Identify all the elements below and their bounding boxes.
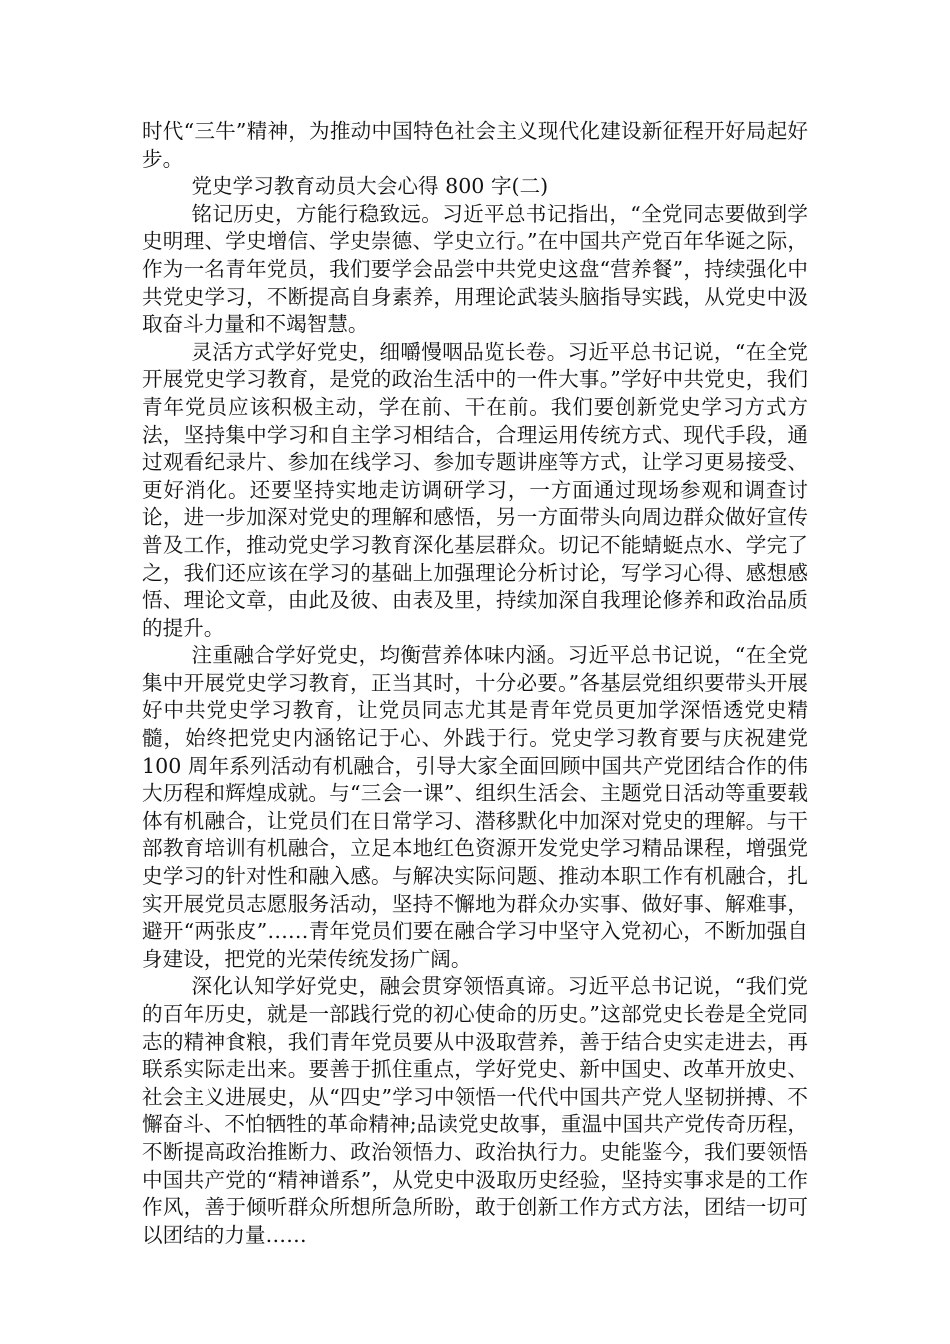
paragraph-4: 深化认知学好党史，融会贯穿领悟真谛。习近平总书记说，“我们党的百年历史，就是一部践行党的初心使命的历史。”这部党史长卷是全党同志的精神食粮，我们青年党员要从中汲取营养，善于结合史实走进去，再联系实际走出来。要善于抓住重点，学好党史、新中国史、改革开放史、社会主义进展史，从“四史”学习中领悟一代代中国共产党人坚韧拼搏、不懈奋斗、不怕牺牲的革命精神;品读党史故事，重温中国共产党传奇历程，不断提高政治推断力、政治领悟力、政治执行力。史能鉴今，我们要领悟中国共产党的“精神谱系”，从党史中汲取历史经验，坚持实事求是的工作作风，善于倾听群众所想所急所盼，敢于创新工作方式方法，团结一切可以团结的力量…… (142, 974, 808, 1247)
continuation-paragraph: 时代“三牛”精神，为推动中国特色社会主义现代化建设新征程开好局起好步。 (142, 119, 808, 171)
paragraph-3: 注重融合学好党史，均衡营养体味内涵。习近平总书记说，“在全党集中开展党史学习教育，正当其时，十分必要。”各基层党组织要带头开展好中共党史学习教育，让党员同志尤其是青年党员更加学深悟透党史精髓，始终把党史内涵铭记于心、外践于行。党史学习教育要与庆祝建党 100 周年系列活动有机融合，引导大家全面回顾中国共产党团结合作的伟大历程和辉煌成就。与“三会一课”、组织生活会、主题党日活动等重要载体有机融合，让党员们在日常学习、潜移默化中加深对党史的理解。与干部教育培训有机融合，立足本地红色资源开发党史学习精品课程，增强党史学习的针对性和融入感。与解决实际问题、推动本职工作有机融合，扎实开展党员志愿服务活动，坚持不懈地为群众办实事、做好事、解难事，避开“两张皮”……青年党员们要在融合学习中坚守入党初心，不断加强自身建设，把党的光荣传统发扬广阔。 (142, 643, 808, 971)
document-body (142, 118, 808, 1249)
paragraph-2: 灵活方式学好党史，细嚼慢咽品览长卷。习近平总书记说，“在全党开展党史学习教育，是党的政治生活中的一件大事。”学好中共党史，我们青年党员应该积极主动，学在前、干在前。我们要创新党史学习方式方法，坚持集中学习和自主学习相结合，合理运用传统方式、现代手段，通过观看纪录片、参加在线学习、参加专题讲座等方式，让学习更易接受、更好消化。还要坚持实地走访调研学习，一方面通过现场参观和调查讨论，进一步加深对党史的理解和感悟，另一方面带头向周边群众做好宣传普及工作，推动党史学习教育深化基层群众。切记不能蜻蜓点水、学完了之，我们还应该在学习的基础上加强理论分析讨论，写学习心得、感想感悟、理论文章，由此及彼、由表及里，持续加深自我理论修养和政治品质的提升。 (142, 339, 808, 640)
paragraph-1: 铭记历史，方能行稳致远。习近平总书记指出，“全党同志要做到学史明理、学史增信、学史崇德、学史立行。”在中国共产党百年华诞之际，作为一名青年党员，我们要学会品尝中共党史这盘“营养餐”，持续强化中共党史学习，不断提高自身素养，用理论武装头脑指导实践，从党史中汲取奋斗力量和不竭智慧。 (142, 201, 808, 337)
section-title: 党史学习教育动员大会心得 800 字(二) (191, 174, 549, 199)
